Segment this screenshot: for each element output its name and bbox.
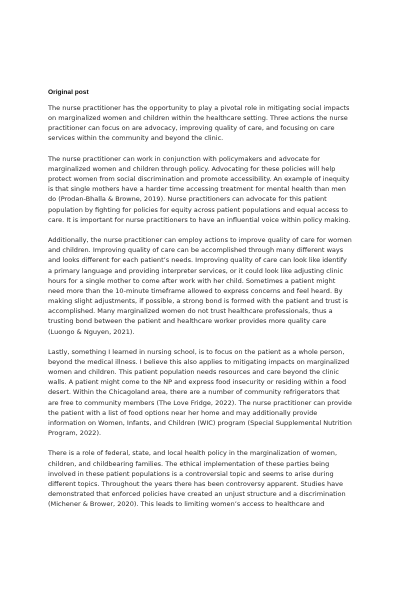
paragraph-health-policy: There is a role of federal, state, and local health policy in the marginalization of women, children, and childbearing families. The ethical implementation of these parties being involved in these patient populations is a controversial topic and seems to arise during different topics. Throughout the years there has been controversy apparent. Studies have demonstrated that enforced policies have created an unjust structure and a discrimination (Michener & Brower, 2020). This leads to limiting women’s access to healthcare and: [48, 449, 346, 509]
section-heading: Original post: [48, 89, 89, 96]
paragraph-intro: The nurse practitioner has the opportunity to play a pivotal role in mitigating social impacts on marginalized women and children within the healthcare setting. Three actions the nurse practitioner can focus on are advocacy, improving quality of care, and focusing on care services within the community and beyond the clinic.: [48, 104, 350, 143]
paragraph-advocacy: The nurse practitioner can work in conjunction with policymakers and advocate for marginalized women and children through policy. Advocating for these policies will help protect women from social discrimination and promote accessibility. An example of inequity is that single mothers have a harder time accessing treatment for mental health than men do (Prodan-Bhalla & Browne, 2019). Nurse practitioners can advocate for this patient population by fighting for policies for equity across patient populations and equal access to care. It is important for nurse practitioners to have an influential voice within policy making.: [48, 154, 351, 224]
paragraph-quality-of-care: Additionally, the nurse practitioner can employ actions to improve quality of care for women and children. Improving quality of care can be accomplished through many different ways and looks different for each patient’s needs. Improving quality of care can look like identify a primary language and providing interpreter services, or it could look like adjusting clinic hours for a single mother to come after work with her child. Sometimes a patient might need more than the 10-minute timeframe allowed to express concerns and feel heard. By making slight adjustments, if possible, a strong bond is formed with the patient and trust is accomplished. Many marginalized women do not trust healthcare professionals, thus a trusting bond between the patient and healthcare worker provides more quality care (Luongo & Nguyen, 2021).: [48, 236, 352, 336]
paragraph-community-care: Lastly, something I learned in nursing school, is to focus on the patient as a whole person, beyond the medical illness. I believe this also applies to mitigating impacts on marginalized women and children. This patient population needs resources and care beyond the clinic walls. A patient might come to the NP and express food insecurity or residing within a food desert. Within the Chicagoland area, there are a number of community refrigerators that are free to community members (The Love Fridge, 2022). The nurse practitioner can provide the patient with a list of food options near her home and may additionally provide information on Women, Infants, and Children (WIC) program (Special Supplemental Nutrition Program, 2022).: [48, 347, 352, 438]
